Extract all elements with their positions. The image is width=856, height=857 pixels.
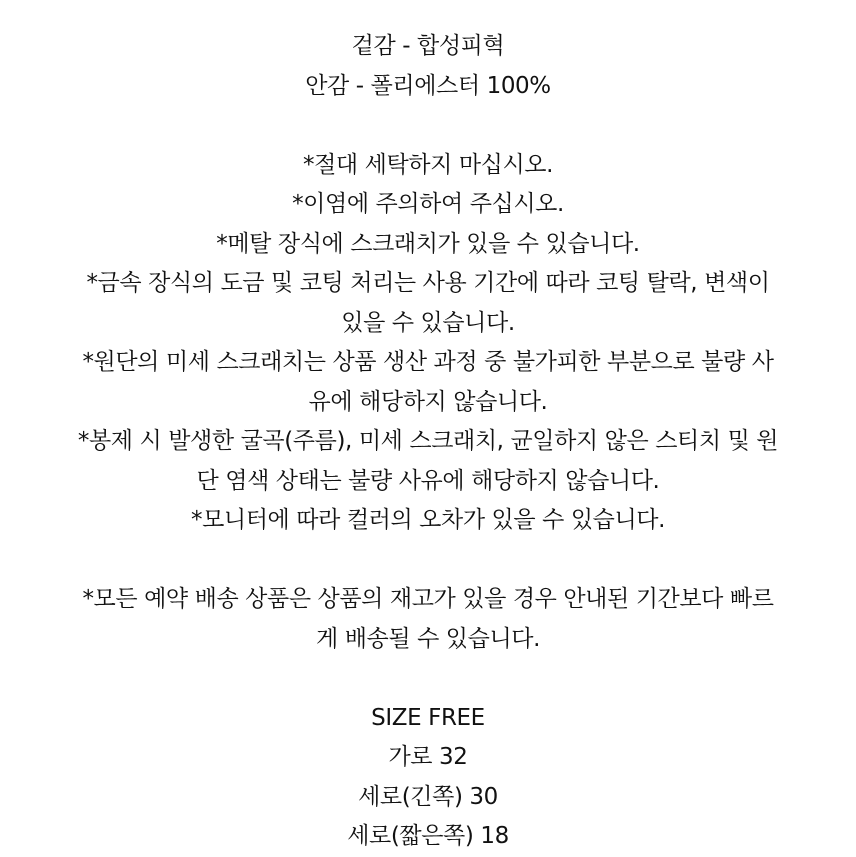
shipping-note: *모든 예약 배송 상품은 상품의 재고가 있을 경우 안내된 기간보다 빠르	[82, 586, 774, 612]
product-notice	[0, 27, 856, 857]
care-note: 단 염색 상태는 불량 사유에 해당하지 않습니다.	[196, 467, 660, 494]
size-height-long: 세로(긴쪽) 30	[358, 783, 498, 810]
size-height-short: 세로(짧은쪽) 18	[347, 823, 509, 849]
size-title: SIZE FREE	[371, 704, 485, 731]
care-note: *원단의 미세 스크래치는 상품 생산 과정 중 불가피한 부분으로 불량 사	[82, 349, 774, 375]
spacer	[0, 659, 856, 699]
spacer	[0, 541, 856, 581]
material-outer: 겉감 - 합성피혁	[351, 33, 505, 59]
care-note: *봉제 시 발생한 굴곡(주름), 미세 스크래치, 균일하지 않은 스티치 및 원	[77, 428, 779, 454]
care-note: *금속 장식의 도금 및 코팅 처리는 사용 기간에 따라 코팅 탈락, 변색이	[86, 270, 770, 296]
shipping-note: 게 배송될 수 있습니다.	[315, 625, 540, 652]
material-lining: 안감 - 폴리에스터 100%	[305, 72, 551, 99]
care-note: *이염에 주의하여 주십시오.	[292, 191, 564, 217]
care-note: 있을 수 있습니다.	[341, 309, 515, 336]
care-note: *메탈 장식에 스크래치가 있을 수 있습니다.	[216, 230, 640, 257]
care-note: *절대 세탁하지 마십시오.	[302, 151, 553, 178]
spacer	[0, 106, 856, 146]
size-width: 가로 32	[388, 744, 468, 770]
care-note: *모니터에 따라 컬러의 오차가 있을 수 있습니다.	[190, 507, 666, 533]
care-note: 유에 해당하지 않습니다.	[308, 388, 548, 415]
